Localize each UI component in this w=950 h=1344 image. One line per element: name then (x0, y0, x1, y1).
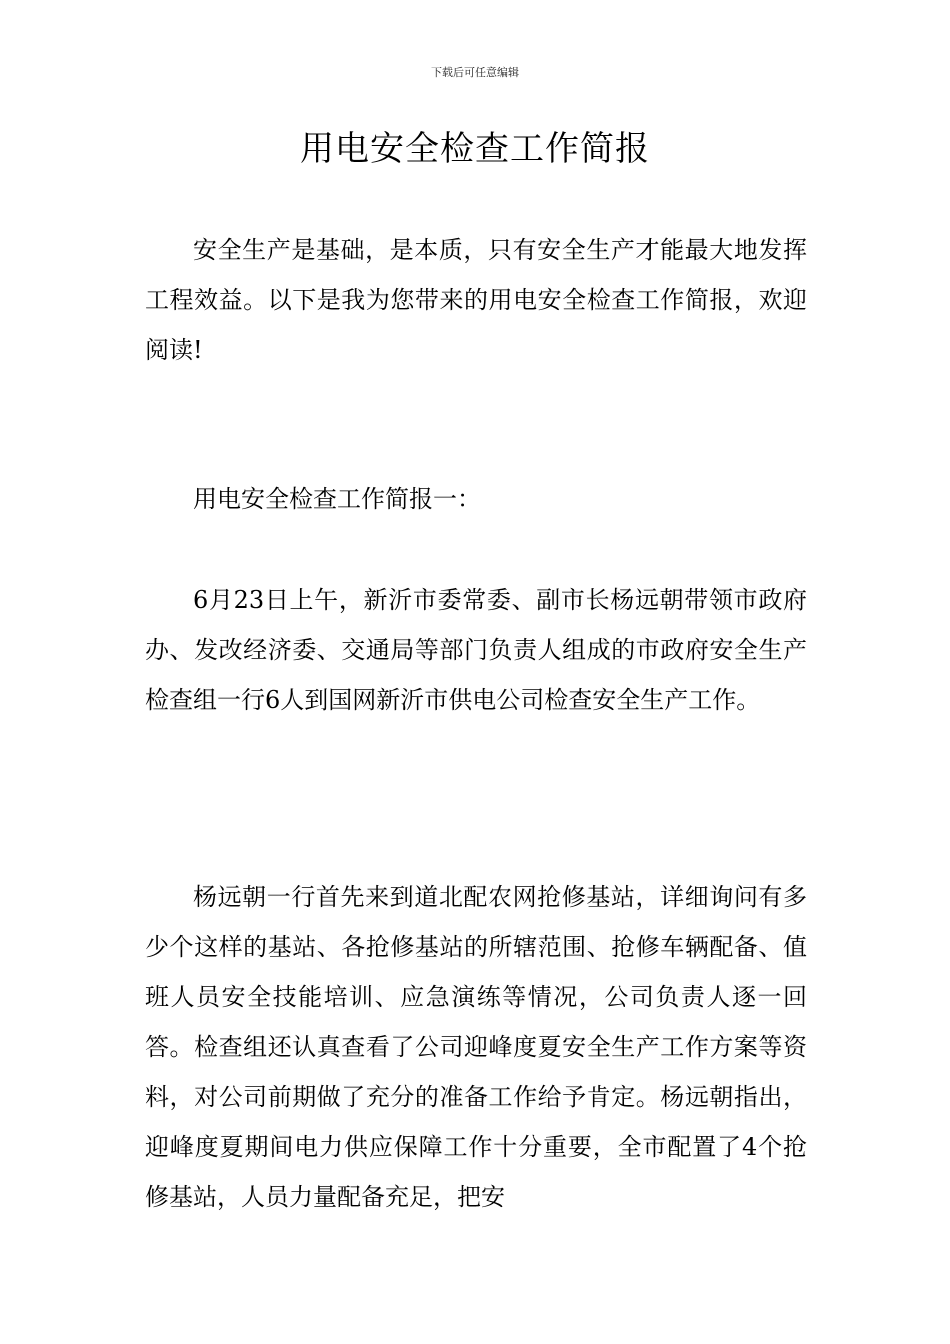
intro-paragraph: 安全生产是基础，是本质，只有安全生产才能最大地发挥工程效益。以下是我为您带来的用电安全检查工作简报，欢迎阅读! (145, 236, 807, 364)
header-note: 下载后可任意编辑 (431, 66, 519, 79)
body-paragraph-1: 6月23日上午，新沂市委常委、副市长杨远朝带领市政府办、发改经济委、交通局等部门负责人组成的市政府安全生产检查组一行6人到国网新沂市供电公司检查安全生产工作。 (145, 586, 807, 714)
body-paragraph-2: 杨远朝一行首先来到道北配农网抢修基站，详细询问有多少个这样的基站、各抢修基站的所辖范围、抢修车辆配备、值班人员安全技能培训、应急演练等情况，公司负责人逐一回答。检查组还认真查看了公司迎峰度夏安全生产工作方案等资料，对公司前期做了充分的准备工作给予肯定。杨远朝指出，迎峰度夏期间电力供应保障工作十分重要，全市配置了4个抢修基站，人员力量配备充足，把安 (145, 883, 807, 1211)
section-heading: 用电安全检查工作简报一： (193, 485, 481, 513)
document-title: 用电安全检查工作简报 (300, 129, 650, 169)
